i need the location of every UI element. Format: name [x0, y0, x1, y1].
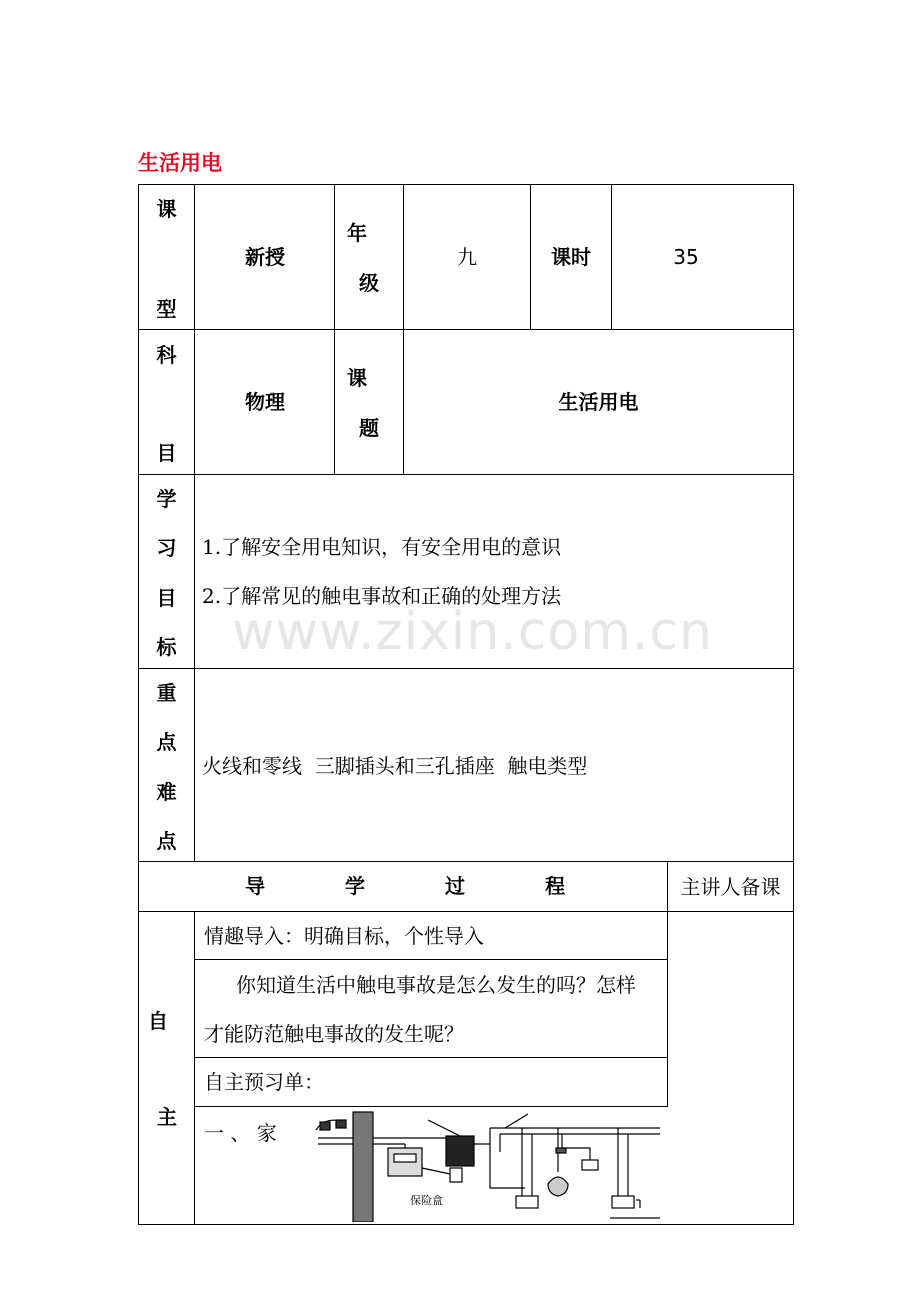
- course-type-label: 课 型: [156, 197, 177, 321]
- self-study-label-2: 主: [157, 1105, 177, 1129]
- topic-label: 课 题: [347, 366, 379, 440]
- household-circuit-diagram: [300, 1108, 670, 1222]
- grade-value: 九: [457, 245, 477, 269]
- objectives-label: 学 习 目 标: [156, 487, 177, 659]
- objective-2: 2.了解常见的触电事故和正确的处理方法: [202, 584, 562, 608]
- subject-label: 科 目: [156, 343, 177, 465]
- preview-title: 自主预习单：: [204, 1070, 324, 1094]
- self-study-label-1: 自: [148, 1009, 168, 1033]
- intro-text: 情趣导入：明确目标，个性导入: [204, 924, 484, 948]
- watermark: www.zixin.com.cn: [232, 602, 713, 662]
- keypoints-label: 重 点 难 点: [156, 681, 177, 853]
- fuse-box-caption: 保险盒: [410, 1194, 443, 1207]
- process-header: 导 学 过 程: [245, 874, 565, 898]
- objective-1: 1.了解安全用电知识，有安全用电的意识: [202, 535, 562, 559]
- keypoints-text: 火线和零线 三脚插头和三孔插座 触电类型: [202, 754, 588, 778]
- document-title: 生活用电: [138, 151, 222, 175]
- course-type-value: 新授: [245, 245, 285, 269]
- period-value: 35: [673, 245, 699, 269]
- section-heading: 一 、 家: [204, 1121, 277, 1145]
- question-line-2: 才能防范触电事故的发生呢？: [204, 1022, 464, 1046]
- question-line-1: 你知道生活中触电事故是怎么发生的吗？怎样: [236, 973, 636, 997]
- subject-value: 物理: [245, 390, 285, 414]
- topic-value: 生活用电: [558, 390, 639, 414]
- lecturer-notes-header: 主讲人备课: [680, 874, 781, 899]
- period-label: 课时: [551, 245, 591, 269]
- grade-label: 年 级: [347, 221, 379, 295]
